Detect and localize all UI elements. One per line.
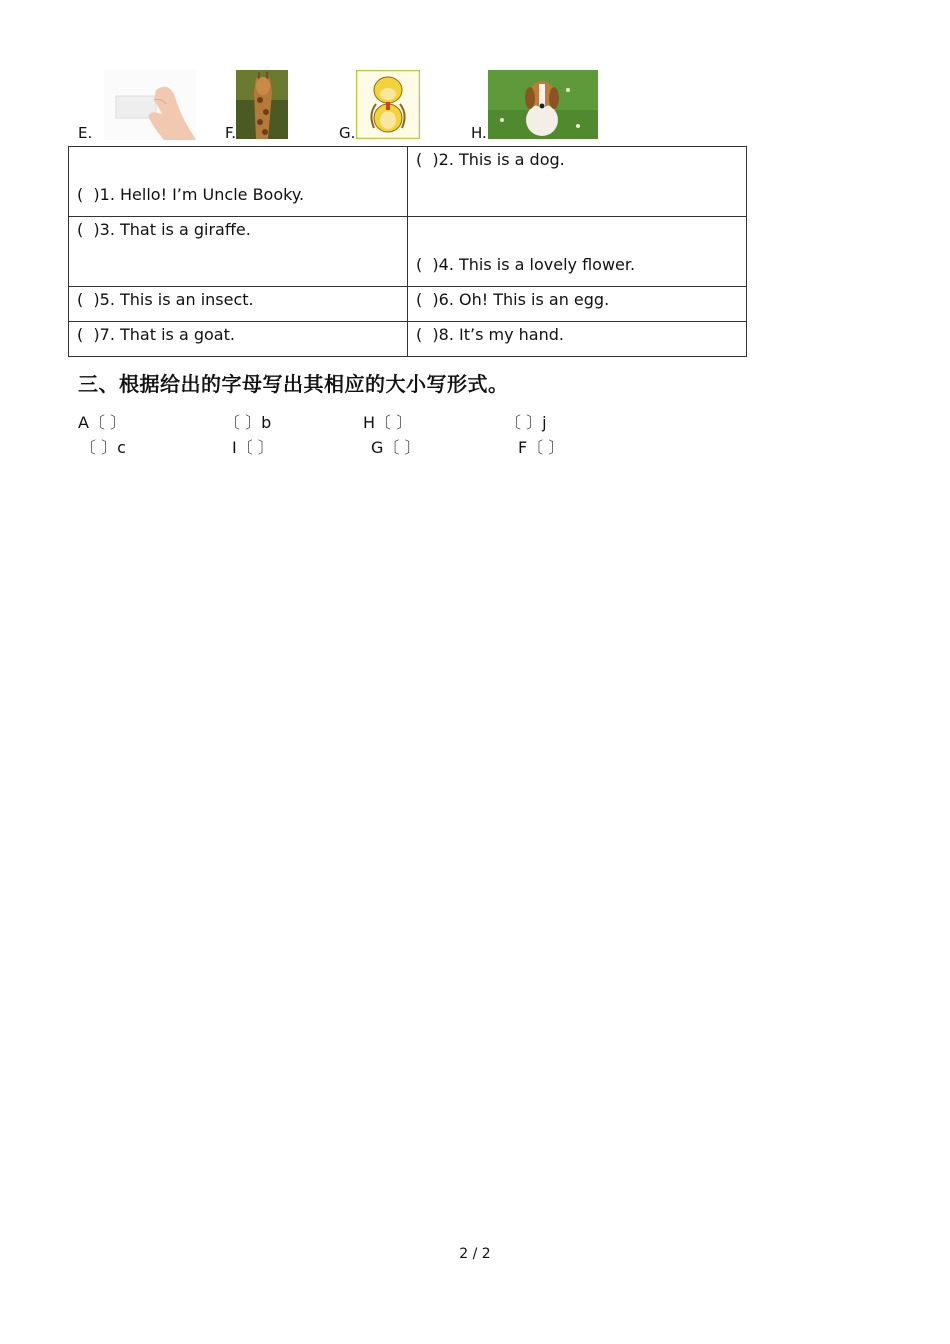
question-1: ( )1. Hello! I’m Uncle Booky. bbox=[77, 185, 305, 204]
question-2: ( )2. This is a dog. bbox=[416, 150, 565, 169]
question-3: ( )3. That is a giraffe. bbox=[77, 220, 251, 239]
table-cell bbox=[69, 322, 408, 357]
table-row bbox=[69, 287, 747, 322]
section-3-title: 三、根据给出的字母写出其相应的大小写形式。 bbox=[78, 372, 509, 396]
picture-label-h: H. bbox=[471, 124, 487, 142]
question-5: ( )5. This is an insect. bbox=[77, 290, 254, 309]
puppy-dog-image bbox=[488, 70, 598, 139]
table-row bbox=[69, 217, 747, 287]
hand-holding-card-image bbox=[104, 70, 196, 140]
letter-item: G〔 〕 bbox=[371, 438, 421, 457]
letter-item: I〔 〕 bbox=[232, 438, 274, 457]
letter-item: H〔 〕 bbox=[363, 413, 413, 432]
matching-table bbox=[68, 146, 747, 357]
letter-item: F〔 〕 bbox=[518, 438, 565, 457]
giraffe-image bbox=[236, 70, 288, 139]
picture-label-e: E. bbox=[78, 124, 93, 142]
picture-label-g: G. bbox=[339, 124, 356, 142]
table-cell bbox=[69, 217, 408, 287]
table-cell bbox=[69, 287, 408, 322]
letter-item: A〔 〕 bbox=[78, 413, 127, 432]
letter-item: 〔 〕b bbox=[224, 413, 272, 432]
table-cell bbox=[408, 217, 747, 287]
table-row bbox=[69, 322, 747, 357]
table-cell bbox=[408, 287, 747, 322]
question-6: ( )6. Oh! This is an egg. bbox=[416, 290, 610, 309]
table-cell bbox=[408, 322, 747, 357]
page-number: 2 / 2 bbox=[459, 1246, 491, 1262]
table-cell bbox=[69, 147, 408, 217]
letter-item: 〔 〕j bbox=[505, 413, 547, 432]
monkey-cartoon-image bbox=[356, 70, 420, 139]
question-7: ( )7. That is a goat. bbox=[77, 325, 235, 344]
table-cell bbox=[408, 147, 747, 217]
table-row bbox=[69, 147, 747, 217]
question-8: ( )8. It’s my hand. bbox=[416, 325, 564, 344]
picture-label-f: F. bbox=[225, 124, 236, 142]
letter-item: 〔 〕c bbox=[80, 438, 126, 457]
question-4: ( )4. This is a lovely flower. bbox=[416, 255, 636, 274]
